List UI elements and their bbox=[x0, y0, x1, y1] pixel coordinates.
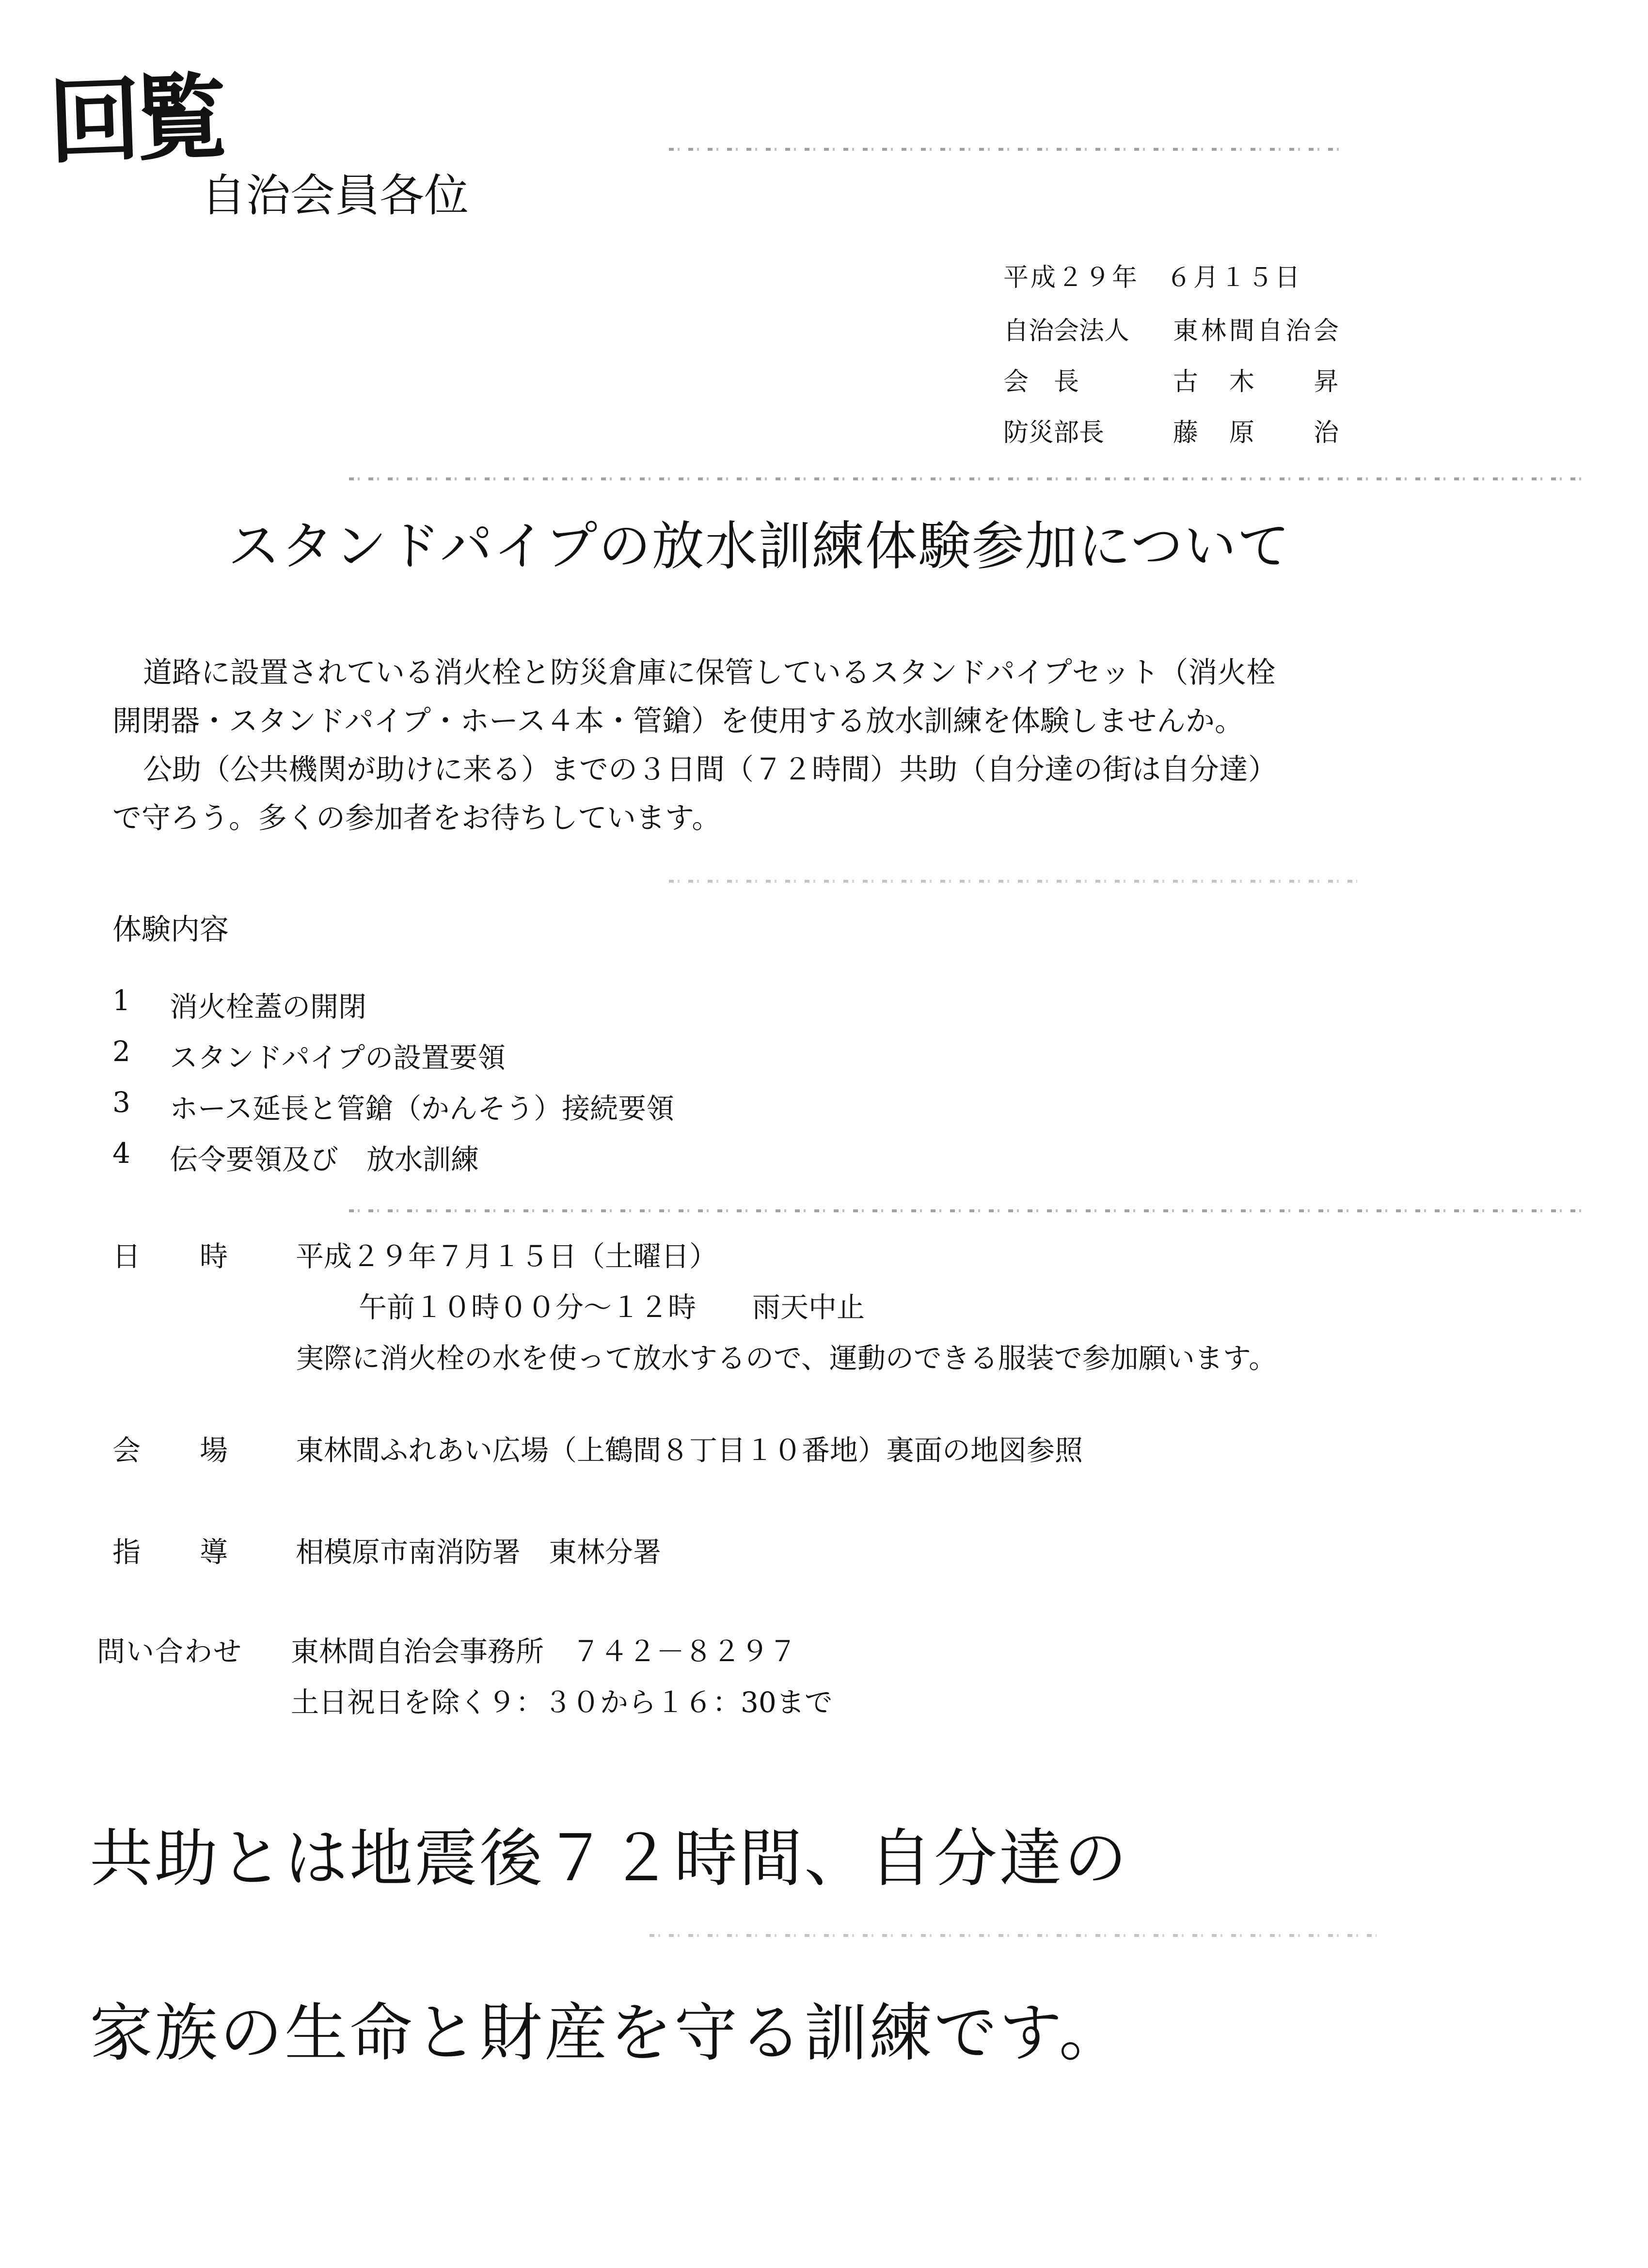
guidance-value: 相模原市南消防署 東林分署 bbox=[296, 1536, 662, 1569]
list-item-number: 3 bbox=[112, 1086, 130, 1119]
closing-line: 家族の生命と財産を守る訓練です。 bbox=[90, 1996, 1124, 2070]
closing-line: 共助とは地震後７２時間、自分達の bbox=[90, 1822, 1129, 1895]
inquiry-hours: 土日祝日を除く９：３０から１６：30まで bbox=[291, 1686, 833, 1719]
recipients-line: 自治会員各位 bbox=[201, 170, 469, 222]
inquiry-label: 問い合わせ bbox=[97, 1635, 243, 1668]
org-label: 自治会法人 bbox=[1003, 317, 1130, 346]
schedule-time: 午前１０時００分～１２時 雨天中止 bbox=[359, 1291, 865, 1324]
scan-artifact bbox=[669, 148, 1347, 151]
intro-line: で守ろう。多くの参加者をお待ちしています。 bbox=[112, 801, 721, 835]
venue-label: 会 場 bbox=[112, 1434, 229, 1467]
scan-artifact bbox=[349, 477, 1590, 480]
intro-line: 道路に設置されている消火栓と防災倉庫に保管しているスタンドパイプセット（消火栓 bbox=[143, 656, 1276, 690]
list-item-text: 消火栓蓋の開閉 bbox=[170, 990, 367, 1023]
org-name: 東林間自治会 bbox=[1173, 317, 1342, 346]
guidance-label: 指 導 bbox=[112, 1536, 229, 1569]
list-item-text: ホース延長と管鎗（かんそう）接続要領 bbox=[170, 1092, 675, 1125]
list-item-number: 2 bbox=[112, 1035, 130, 1068]
list-item-text: スタンドパイプの設置要領 bbox=[170, 1041, 506, 1074]
scan-artifact bbox=[669, 880, 1357, 883]
disaster-label: 防災部長 bbox=[1003, 418, 1105, 447]
chair-name: 古 木 昇 bbox=[1173, 367, 1342, 397]
document-title: スタンドパイプの放水訓練体験参加について bbox=[228, 516, 1291, 577]
inquiry-office: 東林間自治会事務所 ７４２－８２９７ bbox=[291, 1635, 797, 1668]
venue-value: 東林間ふれあい広場（上鶴間８丁目１０番地）裏面の地図参照 bbox=[296, 1434, 1083, 1467]
disaster-name: 藤 原 治 bbox=[1173, 418, 1342, 447]
schedule-date: 平成２９年７月１５日（土曜日） bbox=[296, 1240, 718, 1273]
intro-line: 公助（公共機関が助けに来る）までの３日間（７２時間）共助（自分達の街は自分達） bbox=[143, 753, 1277, 787]
content-heading: 体験内容 bbox=[112, 913, 229, 947]
list-item-number: 1 bbox=[112, 984, 130, 1017]
circulation-stamp: 回覧 bbox=[47, 62, 223, 177]
list-item-text: 伝令要領及び 放水訓練 bbox=[170, 1143, 479, 1176]
schedule-label: 日 時 bbox=[112, 1240, 229, 1273]
scan-artifact bbox=[650, 1934, 1377, 1937]
issue-date: 平成２９年 ６月１５日 bbox=[1003, 263, 1302, 292]
schedule-note: 実際に消火栓の水を使って放水するので、運動のできる服装で参加願います。 bbox=[296, 1342, 1277, 1375]
intro-line: 開閉器・スタンドパイプ・ホース４本・管鎗）を使用する放水訓練を体験しませんか。 bbox=[112, 704, 1244, 738]
scan-artifact bbox=[349, 1209, 1590, 1212]
chair-label: 会 長 bbox=[1003, 367, 1079, 397]
list-item-number: 4 bbox=[112, 1137, 130, 1170]
